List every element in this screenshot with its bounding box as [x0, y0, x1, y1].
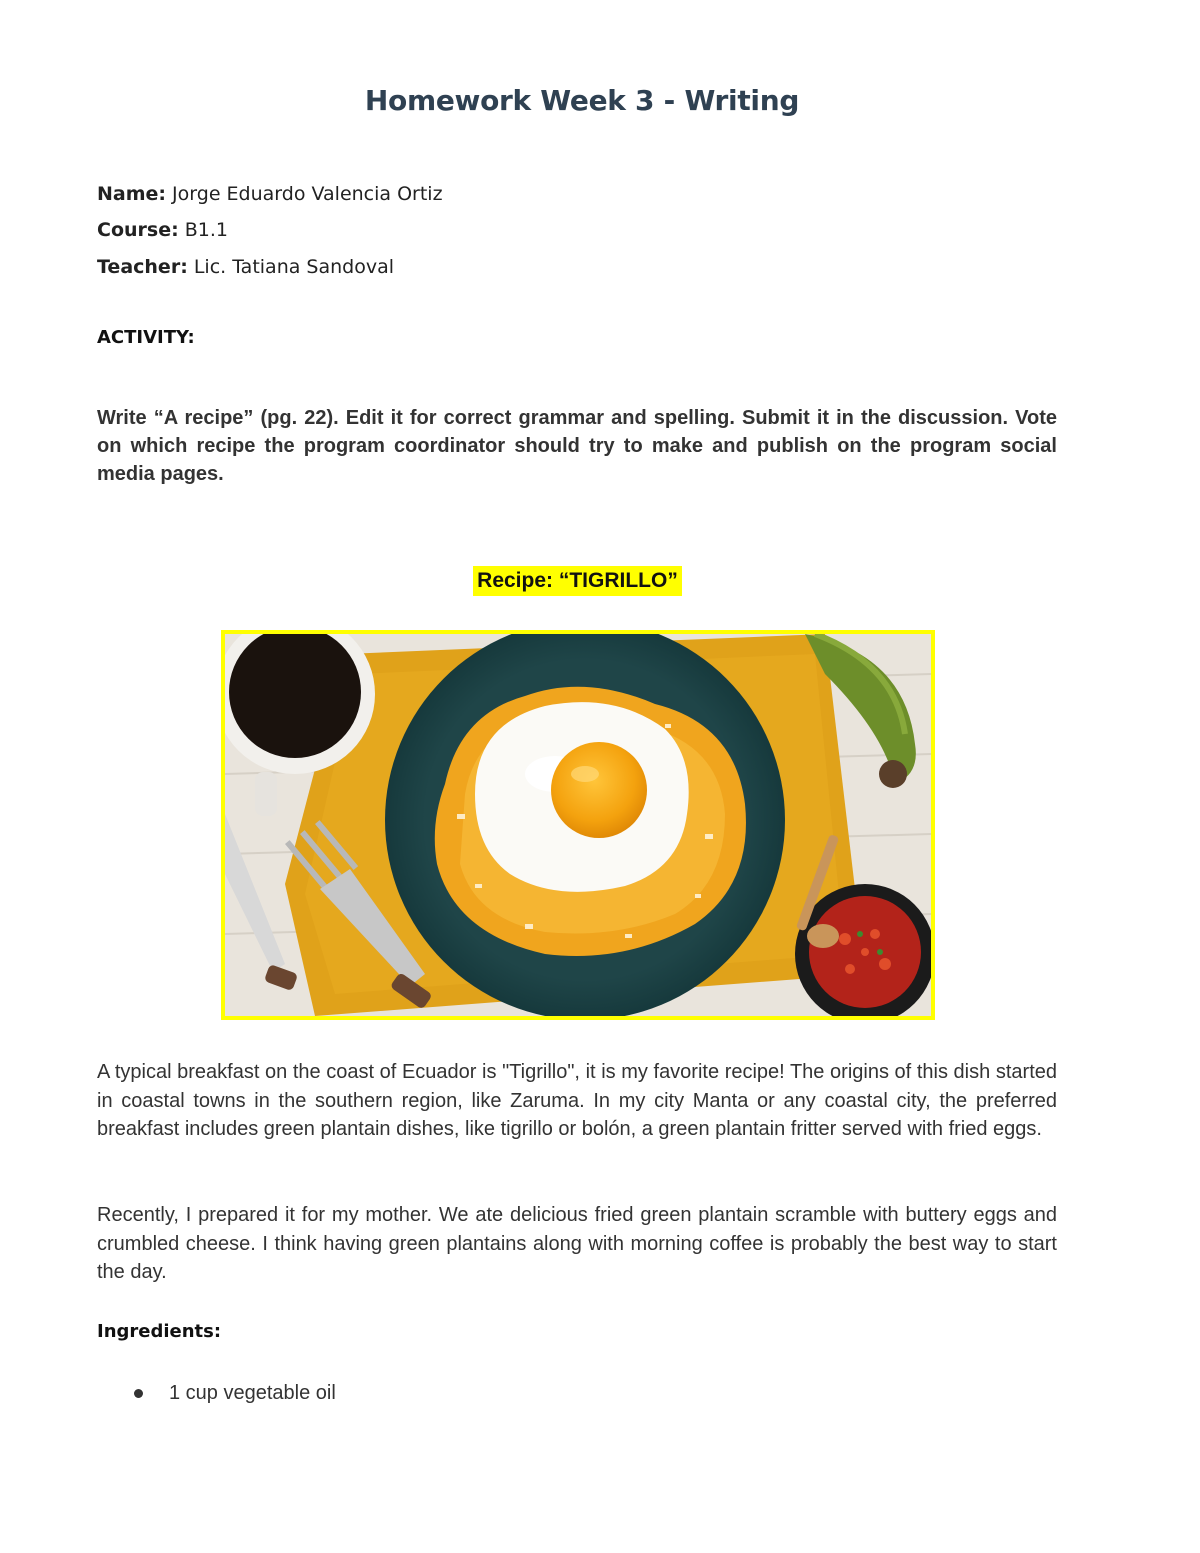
ingredient-item: [97, 1378, 336, 1408]
ingredients-heading: Ingredients:: [97, 1321, 222, 1342]
ingredients-list: [97, 1378, 336, 1408]
teacher-label: Teacher:: [97, 256, 188, 278]
recipe-photo: [221, 630, 935, 1020]
activity-heading: ACTIVITY:: [97, 327, 195, 348]
activity-instructions: Write “A recipe” (pg. 22). Edit it for correct grammar and spelling. Submit it in the discussion. Vote on which recipe the program coordinator should try to make and publish on the program social media pages.: [97, 407, 1057, 485]
course-value: B1.1: [178, 219, 228, 241]
recipe-title: Recipe: “TIGRILLO”: [473, 566, 682, 596]
course-label: Course:: [97, 219, 179, 241]
name-label: Name:: [97, 183, 167, 205]
document-title: Homework Week 3 - Writing: [364, 84, 800, 117]
teacher-line: [97, 256, 394, 278]
bullet-icon: [134, 1389, 143, 1398]
intro-paragraph: A typical breakfast on the coast of Ecuador is "Tigrillo", it is my favorite recipe! The origins of this dish started in coastal towns in the southern region, like Zaruma. In my city Manta or any coastal city, the preferred breakfast includes green plantain dishes, like tigrillo or bolón, a green plantain fritter served with fried eggs.: [97, 1061, 1057, 1140]
teacher-value: Lic. Tatiana Sandoval: [187, 256, 395, 278]
tigrillo-dish-illustration: [225, 634, 931, 1016]
story-paragraph: Recently, I prepared it for my mother. We ate delicious fried green plantain scramble with buttery eggs and crumbled cheese. I think having green plantains along with morning coffee is probably the best way to start the day.: [97, 1204, 1057, 1283]
course-line: [97, 219, 228, 241]
name-value: Jorge Eduardo Valencia Ortiz: [166, 183, 443, 205]
ingredient-text: 1 cup vegetable oil: [169, 1382, 336, 1404]
recipe-title-container: [0, 566, 1155, 596]
student-name-line: [97, 183, 443, 205]
